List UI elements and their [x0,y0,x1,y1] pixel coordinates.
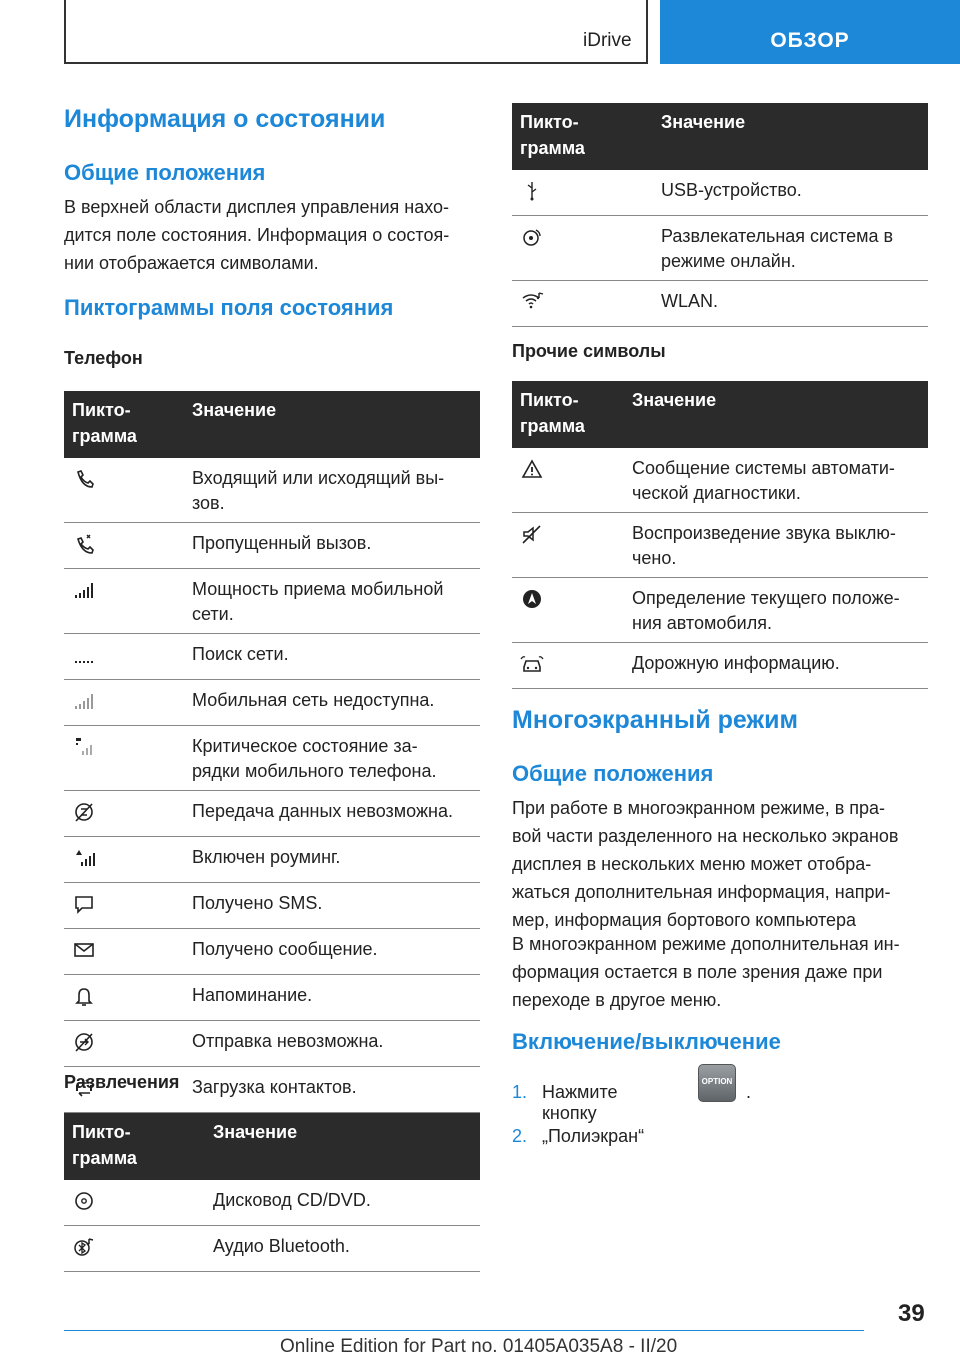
table-row [512,643,928,689]
pictogram-cell [64,458,184,523]
col-meaning-header: Значение [205,1113,480,1180]
table-row [64,523,480,569]
pictogram-cell [64,726,184,791]
no-network-icon [72,690,96,712]
meaning-cell [184,929,480,975]
table-row [512,281,928,327]
meaning-text: ния автомобиля. [632,613,772,633]
meaning-text: Загрузка контактов. [192,1077,357,1097]
header-section-label: iDrive [583,30,632,51]
meaning-text: Входящий или исходящий вы- [192,468,445,488]
table-row [64,458,480,523]
meaning-text: зов. [192,493,225,513]
header-frame [64,0,648,64]
footer-edition: Online Edition for Part no. 01405A035A8 - II/20 [280,1336,678,1357]
meaning-cell [205,1226,480,1272]
meaning-cell [653,281,928,327]
subtitle-general: Общие положения [64,160,266,185]
col-pictogram-header: Пикто- грамма [512,103,653,170]
other-symbols-heading: Прочие символы [512,341,666,361]
step-number: 2. [512,1126,528,1146]
table-row [64,929,480,975]
meaning-text: Развлекательная система в [661,226,894,246]
phone-icons-table [64,391,480,1113]
pictogram-cell [64,1180,205,1226]
on-off-title: Включение/выключение [512,1029,781,1054]
footer-divider [64,1330,864,1331]
meaning-text: Пропущенный вызов. [192,533,372,553]
meaning-cell [624,578,928,643]
pictogram-cell [64,883,184,929]
meaning-cell [624,643,928,689]
table-row [64,680,480,726]
meaning-text: режиме онлайн. [661,251,796,271]
meaning-cell [184,1021,480,1067]
meaning-text: Критическое состояние за- [192,736,418,756]
col-meaning-header: Значение [624,381,928,448]
meaning-text: Мобильная сеть недоступна. [192,690,435,710]
pictogram-cell [64,929,184,975]
meaning-cell [184,883,480,929]
table-row [64,975,480,1021]
other-symbols-table [512,381,928,689]
table-row [512,513,928,578]
table-row [64,634,480,680]
pictogram-cell [512,643,624,689]
meaning-text: Получено сообщение. [192,939,378,959]
table-row [64,726,480,791]
pictogram-cell [64,975,184,1021]
col-pictogram-header: Пикто- грамма [512,381,624,448]
meaning-text: USB-устройство. [661,180,802,200]
meaning-cell [184,975,480,1021]
multiscreen-paragraph-2: В многоэкранном режиме дополнительная ин- формация остается в поле зрения даже при переходе в другое меню. [512,934,900,1010]
meaning-cell [624,513,928,578]
disc-icon [72,1190,96,1212]
meaning-text: Аудио Bluetooth. [213,1236,350,1256]
meaning-text: рядки мобильного телефона. [192,761,437,781]
phone-handset-icon [72,468,96,490]
col-meaning-header: Значение [653,103,928,170]
meaning-text: чено. [632,548,677,568]
meaning-cell [184,523,480,569]
pictogram-cell [64,569,184,634]
meaning-text: Получено SMS. [192,893,323,913]
meaning-cell [184,1067,480,1113]
entertainment-icons-table-continued [512,103,928,327]
pictogram-cell [512,513,624,578]
meaning-cell [653,170,928,216]
meaning-cell [184,569,480,634]
usb-icon [520,180,544,202]
meaning-text: сети. [192,604,234,624]
sms-icon [72,893,96,915]
traffic-info-icon [520,653,544,675]
table-row [64,837,480,883]
meaning-text: Поиск сети. [192,644,289,664]
table-row [512,578,928,643]
data-unavailable-icon [72,801,96,823]
table-row [64,1180,480,1226]
pictogram-cell [64,680,184,726]
meaning-text: Дорожную информацию. [632,653,840,673]
step-number: 1. [512,1082,528,1102]
pictogram-cell [512,578,624,643]
meaning-cell [184,837,480,883]
entertainment-icons-table [64,1113,480,1272]
intro-paragraph: В верхней области дисплея управления нахо- дится поле состояния. Информация о состоя- нии отображается символами. [64,197,450,273]
pictogram-cell [64,634,184,680]
low-battery-icon [72,736,96,758]
pictogram-cell [64,837,184,883]
pictogram-cell [512,448,624,513]
warning-triangle-icon [520,458,544,480]
option-button-icon[interactable]: OPTION [698,1064,736,1102]
meaning-cell [653,216,928,281]
bluetooth-audio-icon [72,1236,96,1258]
table-row [64,1021,480,1067]
col-pictogram-header: Пикто- грамма [64,391,184,458]
step-text: „Полиэкран“ [542,1126,645,1146]
online-entertainment-icon [520,226,544,248]
meaning-cell [624,448,928,513]
meaning-text: ческой диагностики. [632,483,801,503]
pictogram-cell [512,281,653,327]
reminder-bell-icon [72,985,96,1007]
table-row [512,216,928,281]
page-number: 39 [898,1300,925,1327]
table-row [512,170,928,216]
send-failed-icon [72,1031,96,1053]
meaning-cell [184,634,480,680]
step-suffix: . [746,1082,752,1102]
meaning-cell [205,1180,480,1226]
meaning-text: Сообщение системы автомати- [632,458,895,478]
table-row [512,448,928,513]
multiscreen-title: Многоэкранный режим [512,706,799,734]
header-tab-overview[interactable]: ОБЗОР [660,0,960,64]
meaning-text: Передача данных невозможна. [192,801,453,821]
network-search-icon [72,644,96,666]
pictogram-cell [64,1021,184,1067]
col-pictogram-header: Пикто- грамма [64,1113,205,1180]
table-row [64,569,480,634]
meaning-text: Воспроизведение звука выклю- [632,523,896,543]
table-row [64,1226,480,1272]
meaning-cell [184,726,480,791]
signal-strength-icon [72,579,96,601]
section-title: Информация о состоянии [64,105,386,133]
subtitle-status-icons: Пиктограммы поля состояния [64,295,394,320]
meaning-cell [184,458,480,523]
wlan-icon [520,291,544,313]
email-icon [72,939,96,961]
meaning-text: WLAN. [661,291,719,311]
step-text: Нажмите кнопку [542,1082,618,1123]
meaning-cell [184,791,480,837]
mute-icon [520,523,544,545]
table-row [64,883,480,929]
meaning-text: Отправка невозможна. [192,1031,384,1051]
pictogram-cell [512,170,653,216]
multiscreen-paragraph-1: При работе в многоэкранном режиме, в пра- вой части разделенного на несколько экранов дисплея в нескольких меню может отобра- жаться дополнительная информация, напри- мер, информация бортового компьютера [512,798,899,930]
meaning-text: Напоминание. [192,985,313,1005]
roaming-icon [72,847,96,869]
col-meaning-header: Значение [184,391,480,458]
pictogram-cell [512,216,653,281]
multiscreen-subtitle: Общие положения [512,761,714,786]
meaning-text: Определение текущего положе- [632,588,900,608]
pictogram-cell [64,1226,205,1272]
pictogram-cell [64,523,184,569]
meaning-text: Включен роуминг. [192,847,341,867]
phone-heading: Телефон [64,348,143,368]
table-row [64,791,480,837]
pictogram-cell [64,791,184,837]
entertainment-heading: Развлечения [64,1072,180,1092]
location-icon [520,588,544,610]
meaning-cell [184,680,480,726]
meaning-text: Мощность приема мобильной [192,579,444,599]
missed-call-icon [72,533,96,555]
meaning-text: Дисковод CD/DVD. [213,1190,371,1210]
